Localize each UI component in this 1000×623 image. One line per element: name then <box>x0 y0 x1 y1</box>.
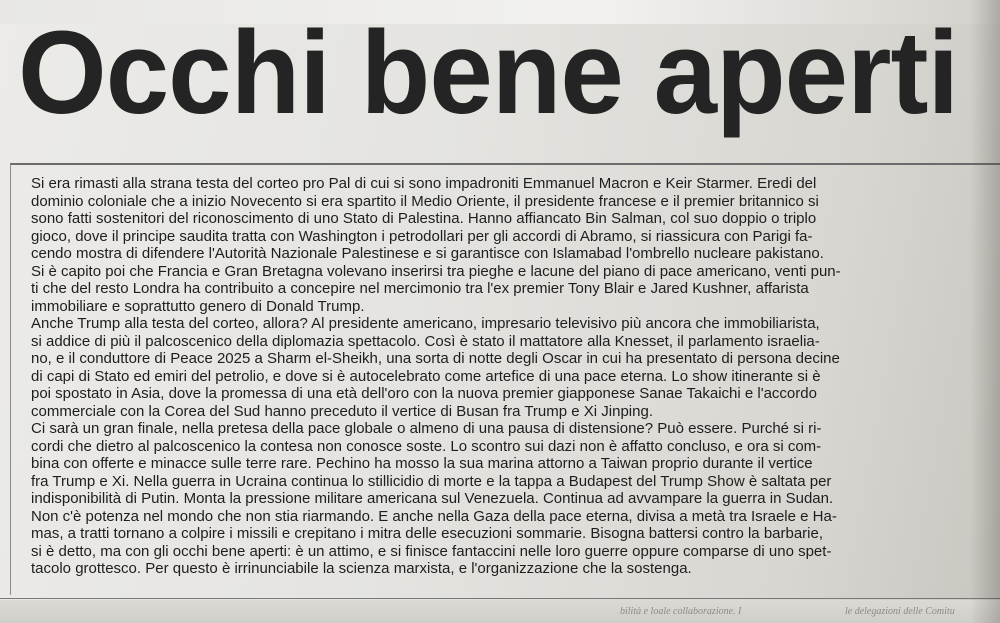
footer-fragment-left: bilità e loale collaborazione. I <box>620 606 742 617</box>
article-line: sono fatti sostenitori del riconoscimento di uno Stato di Palestina. Hanno affiancato Bin Salman, col suo doppio o triplo <box>31 210 817 227</box>
article-line: fra Trump e Xi. Nella guerra in Ucraina continua lo stillicidio di morte e la tappa a Budapest del Trump Show è saltata per <box>31 472 832 490</box>
article-line: Si è capito poi che Francia e Gran Bretagna volevano inserirsi tra pieghe e lacune del piano di pace americano, venti pun- <box>31 262 841 280</box>
article-line: Anche Trump alla testa del corteo, allora? Al presidente americano, impresario televisivo più ancora che immobiliarista, <box>31 315 820 332</box>
article-line: commerciale con la Corea del Sud hanno preceduto il vertice di Busan fra Trump e Xi Jinping. <box>31 402 653 420</box>
headline: Occhi bene aperti <box>18 7 959 139</box>
article-box <box>10 163 1000 595</box>
article-line: di capi di Stato ed emiri del petrolio, e dove si è autocelebrato come artefice di una pace eterna. Lo show itinerante si è <box>31 367 821 385</box>
bottom-divider <box>0 598 1000 599</box>
article-line: tacolo grottesco. Per questo è irrinunciabile la scienza marxista, e l'organizzazione che la sostenga. <box>31 560 692 577</box>
article-line: cordi che dietro al palcoscenico la contesa non conosce soste. Lo scontro sui dazi non è affatto concluso, e ora si com- <box>31 437 822 455</box>
article-line: si è detto, ma con gli occhi bene aperti: è un attimo, e si finisce fantaccini nelle loro guerre oppure comparse di uno spet- <box>31 542 832 560</box>
article-line: Ci sarà un gran finale, nella pretesa della pace globale o almeno di una pausa di distensione? Può essere. Purché si ri- <box>31 420 822 437</box>
article-line: dominio coloniale che a inizio Novecento si era spartito il Medio Oriente, il presidente francese e il premier britannico si <box>31 192 819 210</box>
article-body <box>31 175 996 578</box>
article-line: si addice di più il palcoscenico della diplomazia spettacolo. Così è stato il mattatore alla Knesset, il parlamento israelia- <box>31 332 820 350</box>
article-line: indisponibilità di Putin. Monta la pressione militare americana sul Venezuela. Continua ad avvampare la guerra in Sudan. <box>31 490 834 507</box>
article-line: mas, a tratti tornano a colpire i missili e crepitano i mitra delle esecuzioni sommarie. Bisogna battersi contro la barbarie, <box>31 525 824 542</box>
footer-fragment-right: le delegazioni delle Comitu <box>845 606 955 617</box>
article-line: Non c'è potenza nel mondo che non stia riarmando. E anche nella Gaza della pace eterna, divisa a metà tra Israele e Ha- <box>31 507 837 525</box>
article-line: ti che del resto Londra ha contribuito a concepire nel mercimonio tra l'ex premier Tony Blair e Jared Kushner, affarista <box>31 280 809 297</box>
article-line: Si era rimasti alla strana testa del corteo pro Pal di cui si sono impadroniti Emmanuel Macron e Keir Starmer. Eredi del <box>31 175 817 192</box>
page-shadow <box>970 0 1000 623</box>
article-line: no, e il conduttore di Peace 2025 a Sharm el-Sheikh, una sorta di notte degli Oscar in cui ha presentato di persona decine <box>31 350 840 367</box>
article-line: immobiliare e soprattutto genero di Donald Trump. <box>31 297 365 315</box>
article-line: poi spostato in Asia, dove la promessa di una età dell'oro con la nuova premier giapponese Sanae Takaichi e l'accordo <box>31 385 817 402</box>
article-line: cendo mostra di difendere l'Autorità Nazionale Palestinese e si garantisce con Islamabad l'ombrello nucleare pakistano. <box>31 245 824 262</box>
article-line: gioco, dove il principe saudita tratta con Washington i petrodollari per gli accordi di Abramo, si riassicura con Parigi fa- <box>31 227 813 245</box>
article-line: bina con offerte e minacce sulle terre rare. Pechino ha mosso la sua marina attorno a Taiwan proprio durante il vertice <box>31 455 813 472</box>
